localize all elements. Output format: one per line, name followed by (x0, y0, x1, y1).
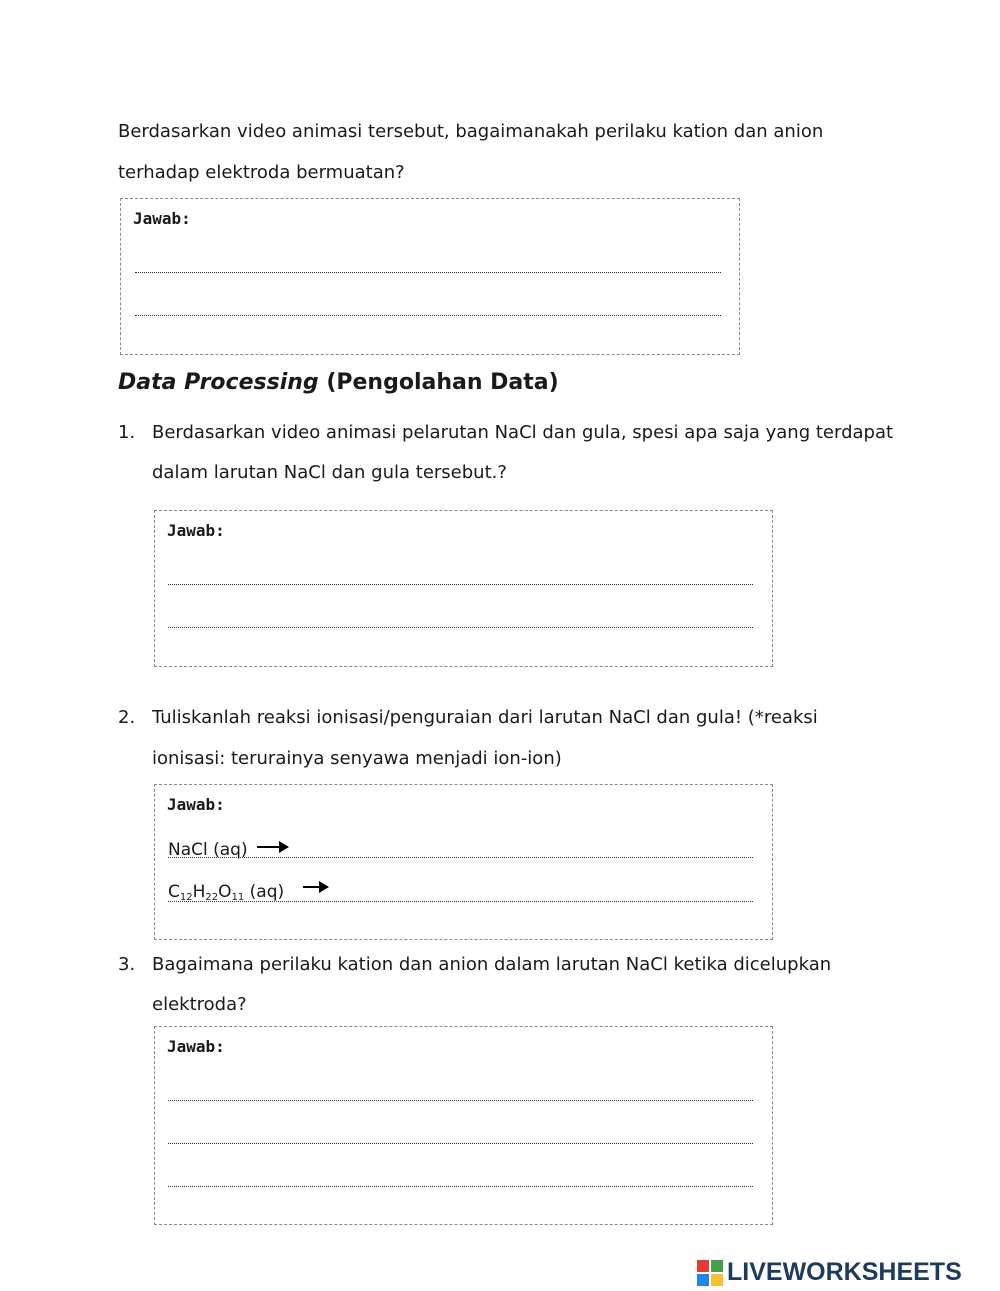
question-1-answer-box[interactable] (154, 510, 773, 667)
answer-line[interactable] (168, 857, 753, 858)
section-heading (118, 369, 559, 397)
question-number: 3. (118, 954, 136, 975)
logo-square (697, 1274, 709, 1286)
logo-square (711, 1274, 723, 1286)
reaction-arrow-icon (303, 886, 327, 888)
question-2-line1: Tuliskanlah reaksi ionisasi/penguraian dari larutan NaCl dan gula! (*reaksi (152, 707, 818, 728)
answer-line[interactable] (135, 315, 721, 316)
answer-line[interactable] (168, 627, 753, 628)
reaction-sugar: $C_{12}H_{22}O_{11}$ (aq) (168, 882, 285, 903)
answer-label: Jawab: (167, 1037, 225, 1056)
question-number: 2. (118, 707, 136, 728)
question-1-line2: dalam larutan NaCl dan gula tersebut.? (152, 462, 507, 483)
question-number: 1. (118, 422, 136, 443)
answer-line[interactable] (168, 1186, 753, 1187)
intro-question-line1: Berdasarkan video animasi tersebut, bagaimanakah perilaku kation dan anion (118, 121, 824, 142)
answer-label: Jawab: (167, 521, 225, 540)
liveworksheets-logo-icon (697, 1260, 723, 1286)
answer-line[interactable] (168, 1143, 753, 1144)
question-1-line1: Berdasarkan video animasi pelarutan NaCl dan gula, spesi apa saja yang terdapat (152, 422, 894, 443)
answer-line[interactable] (135, 272, 721, 273)
brand-wordmark: LIVEWORKSHEETS (727, 1258, 962, 1286)
question-3-answer-box[interactable] (154, 1026, 773, 1225)
question-3-line2: elektroda? (152, 994, 247, 1015)
intro-question-line2: terhadap elektroda bermuatan? (118, 162, 405, 183)
logo-square (697, 1260, 709, 1272)
answer-label: Jawab: (167, 795, 225, 814)
answer-label: Jawab: (133, 209, 191, 228)
question-2-line2: ionisasi: terurainya senyawa menjadi ion-ion) (152, 748, 562, 769)
intro-answer-box[interactable] (120, 198, 740, 355)
heading-normal: (Pengolahan Data) (318, 370, 559, 395)
question-2-answer-box[interactable] (154, 784, 773, 940)
answer-line[interactable] (168, 1100, 753, 1101)
reaction-nacl: NaCl (aq) (168, 840, 248, 860)
answer-line[interactable] (168, 901, 753, 902)
question-3-line1: Bagaimana perilaku kation dan anion dalam larutan NaCl ketika dicelupkan (152, 954, 832, 975)
answer-line[interactable] (168, 584, 753, 585)
heading-italic: Data Processing (118, 370, 319, 395)
reaction-arrow-icon (257, 846, 287, 848)
logo-square (711, 1260, 723, 1272)
